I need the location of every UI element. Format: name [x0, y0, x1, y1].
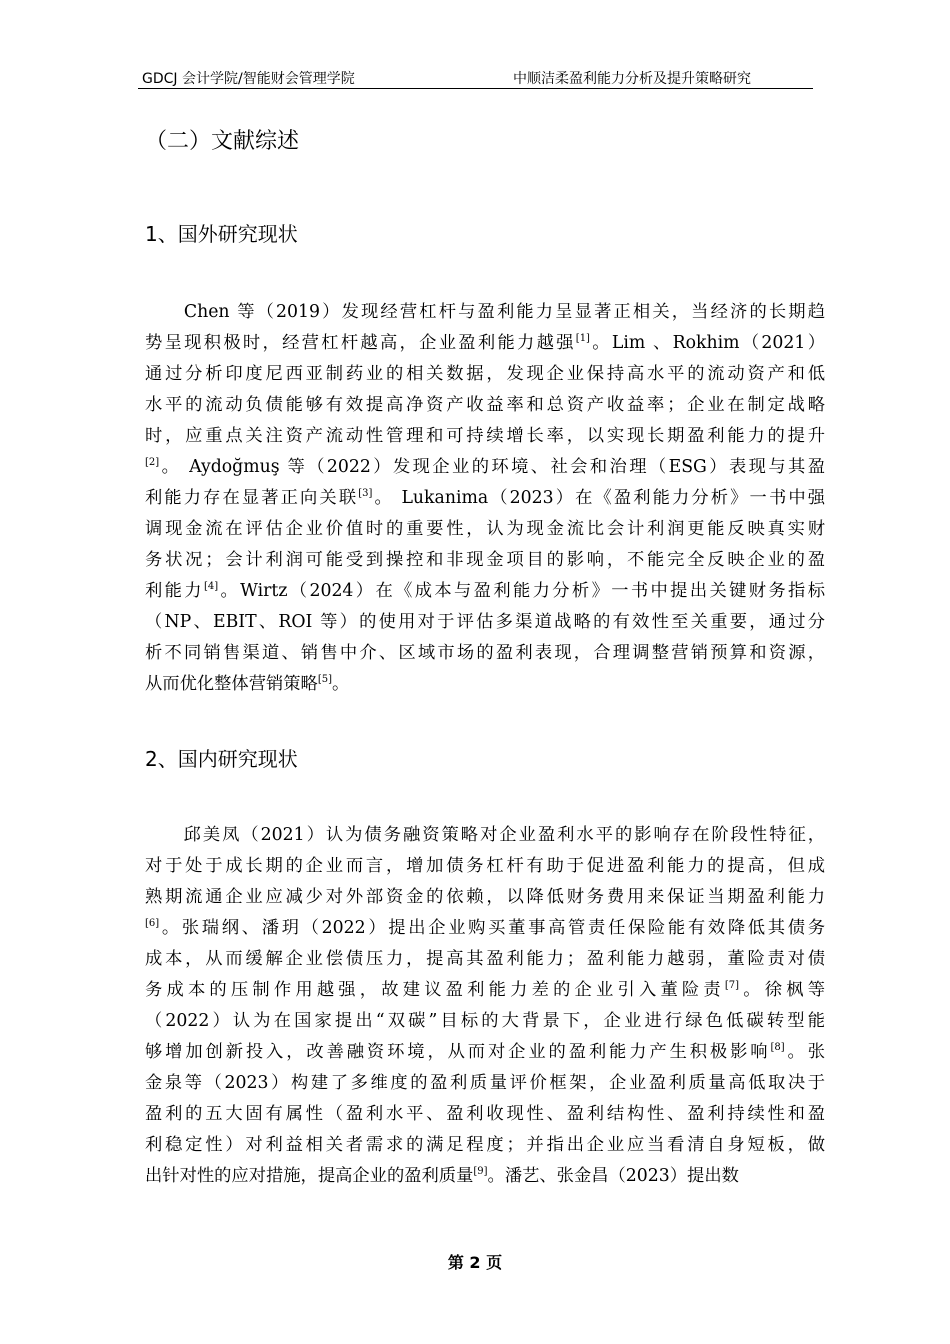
text-line: Chen 等（2019）发现经营杠杆与盈利能力呈显著正相关，当经济的长期趋 — [145, 302, 825, 322]
citation-ref: [4] — [203, 581, 219, 593]
text-line: [6]。张瑞纲、潘玥（2022）提出企业购买董事高管责任保险能有效降低其债务 — [145, 918, 825, 938]
citation-ref: [7] — [724, 980, 740, 992]
running-header — [138, 66, 813, 89]
text-line: 务成本的压制作用越强，故建议盈利能力差的企业引入董险责[7]。徐枫等 — [145, 980, 825, 1000]
text-line: 析不同销售渠道、销售中介、区域市场的盈利表现，合理调整营销预算和资源， — [145, 643, 825, 663]
text-line: （2022）认为在国家提出“双碳”目标的大背景下，企业进行绿色低碳转型能 — [145, 1011, 825, 1031]
text-line: 熟期流通企业应减少对外部资金的依赖，以降低财务费用来保证当期盈利能力 — [145, 887, 825, 907]
text-line: 盈利的五大固有属性（盈利水平、盈利收现性、盈利结构性、盈利持续性和盈 — [145, 1104, 825, 1124]
text-line: 利稳定性）对利益相关者需求的满足程度；并指出企业应当看清自身短板，做 — [145, 1135, 825, 1155]
subsection-heading-foreign: 1、国外研究现状 — [145, 222, 298, 246]
text-line: 时，应重点关注资产流动性管理和可持续增长率，以实现长期盈利能力的提升 — [145, 426, 825, 446]
text-line: 金泉等（2023）构建了多维度的盈利质量评价框架，企业盈利质量高低取决于 — [145, 1073, 825, 1093]
text-line: 势呈现积极时，经营杠杆越高，企业盈利能力越强[1]。Lim 、Rokhim（2021） — [145, 333, 825, 353]
citation-ref: [9] — [473, 1166, 488, 1178]
text-line: 水平的流动负债能够有效提高净资产收益率和总资产收益率；企业在制定战略 — [145, 395, 825, 415]
subsection-heading-domestic: 2、国内研究现状 — [145, 747, 298, 771]
text-line: 务状况；会计利润可能受到操控和非现金项目的影响，不能完全反映企业的盈 — [145, 550, 825, 570]
citation-ref: [1] — [575, 333, 590, 345]
citation-ref: [8] — [770, 1042, 785, 1054]
section-heading: （二）文献综述 — [145, 129, 300, 154]
text-line: 通过分析印度尼西亚制药业的相关数据，发现企业保持高水平的流动资产和低 — [145, 364, 825, 384]
text-line: 成本，从而缓解企业偿债压力，提高其盈利能力；盈利能力越弱，董险责对债 — [145, 949, 825, 969]
text-line: 从而优化整体营销策略[5]。 — [145, 674, 350, 694]
text-line: 利能力存在显著正向关联[3]。 Lukanima（2023）在《盈利能力分析》一书中强 — [145, 488, 825, 508]
text-line: （NP、EBIT、ROI 等）的使用对于评估多渠道战略的有效性至关重要，通过分 — [145, 612, 825, 632]
text-line: 调现金流在评估企业价值时的重要性，认为现金流比会计利润更能反映真实财 — [145, 519, 825, 539]
text-line: [2]。 Aydoğmuş 等（2022）发现企业的环境、社会和治理（ESG）表现与其盈 — [145, 457, 825, 477]
text-line: 利能力[4]。Wirtz（2024）在《成本与盈利能力分析》一书中提出关键财务指标 — [145, 581, 825, 601]
text-line: 出针对性的应对措施，提高企业的盈利质量[9]。潘艺、张金昌（2023）提出数 — [145, 1166, 739, 1186]
page-number: 第 2 页 — [447, 1253, 503, 1272]
paragraph-foreign-research — [145, 297, 825, 700]
citation-ref: [3] — [358, 488, 373, 500]
citation-ref: [6] — [145, 918, 160, 930]
citation-ref: [2] — [145, 457, 160, 469]
header-institution: GDCJ 会计学院/智能财会管理学院 — [142, 71, 355, 87]
text-line: 邱美凤（2021）认为债务融资策略对企业盈利水平的影响存在阶段性特征， — [145, 825, 825, 845]
paragraph-domestic-research — [145, 820, 825, 1192]
text-line: 够增加创新投入，改善融资环境，从而对企业的盈利能力产生积极影响[8]。张 — [145, 1042, 825, 1062]
citation-ref: [5] — [317, 674, 332, 686]
text-line: 对于处于成长期的企业而言，增加债务杠杆有助于促进盈利能力的提高，但成 — [145, 856, 825, 876]
header-thesis-title: 中顺洁柔盈利能力分析及提升策略研究 — [513, 71, 751, 87]
